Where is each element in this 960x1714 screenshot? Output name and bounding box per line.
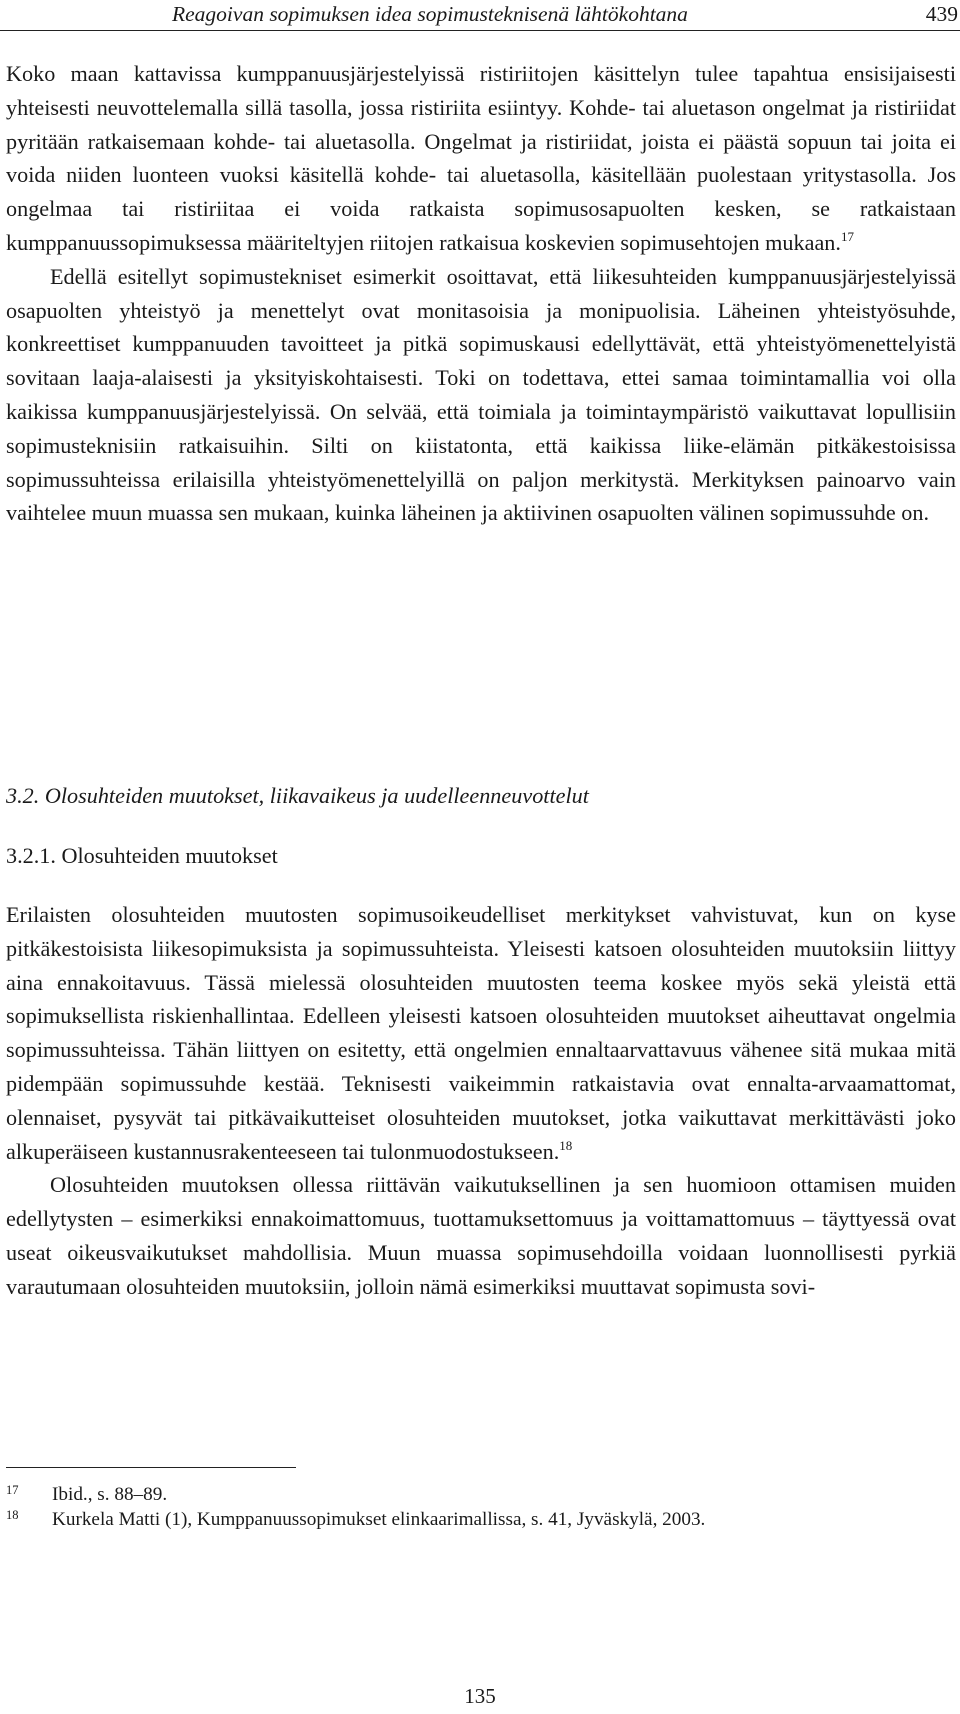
body-text-block-2 [6, 898, 956, 1304]
body-text-block-1 [6, 57, 956, 530]
footnote-text: Ibid., s. 88–89. [52, 1484, 168, 1505]
subsection-heading: 3.2.1. Olosuhteiden muutokset [6, 843, 278, 868]
paragraph [6, 57, 956, 260]
footnote-ref-18: 18 [559, 1137, 573, 1153]
footnotes [6, 1482, 956, 1532]
paragraph [6, 898, 956, 1168]
footnote-number: 18 [6, 1508, 19, 1522]
paragraph: Olosuhteiden muutoksen ollessa riittävän vaikutuksellinen ja sen huomioon ottamisen muiden edellytysten – esimerkiksi ennakoimattomuus, tuottamuksettomuus ja voittamattomuus – täyttyessä ovat useat oikeusvaikutukset mahdollisia. Muun muassa sopimusehdoilla voidaan luonnollisesti pyrkiä varautumaan olosuhteiden muutoksiin, jolloin nämä esimerkiksi muuttavat sopimusta sovi- [6, 1172, 956, 1299]
running-head-title: Reagoivan sopimuksen idea sopimusteknisenä lähtökohtana [172, 2, 688, 26]
footnote [6, 1482, 956, 1507]
paragraph-text: Erilaisten olosuhteiden muutosten sopimusoikeudelliset merkitykset vahvistuvat, kun on kyse pitkäkestoisista liikesopimuksista ja sopimussuhteista. Yleisesti katsoen olosuhteiden muutoksiin liittyy aina ennakoitavuus. Tässä mielessä olosuhteiden muutosten teema koskee myös sekä yleistä että sopimuksellista riskienhallintaa. Edelleen yleisesti katsoen olosuhteiden muutokset aiheuttavat ongelmia sopimussuhteissa. Tähän liittyen on esitetty, että ongelmien ennaltaarvattavuus vähenee sitä mukaa mitä pidempään sopimussuhde kestää. Teknisesti vaikeimmin ratkaistavia ovat ennalta-arvaamattomat, olennaiset, pysyvät tai pitkävaikutteiset olosuhteiden muutokset, jotka vaikuttavat merkittävästi joko alkuperäiseen kustannusrakenteeseen tai tulonmuodostukseen. [6, 902, 956, 1164]
section-heading: 3.2. Olosuhteiden muutokset, liikavaikeus ja uudelleenneuvottelut [6, 783, 589, 808]
running-head-page-number: 439 [925, 2, 958, 26]
running-head [0, 0, 960, 31]
footnote-number: 17 [6, 1483, 19, 1497]
page-number: 135 [464, 1684, 496, 1708]
footnote-ref-17: 17 [840, 228, 854, 244]
footnote [6, 1507, 956, 1532]
paragraph-text: Koko maan kattavissa kumppanuusjärjestelyissä ristiriitojen käsittelyn tulee tapahtua ensisijaisesti yhteisesti neuvottelemalla sillä tasolla, jossa ristiriita esiintyy. Kohde- tai aluetason ongelmat ja ristiriidat pyritään ratkaisemaan kohde- tai aluetasolla. Ongelmat ja ristiriidat, joista ei päästä sopuun tai joita ei voida niiden luonteen vuoksi käsitellä kohde- tai aluetasolla, käsitellään puolestaan yritystasolla. Jos ongelmaa tai ristiriitaa ei voida ratkaista sopimusosapuolten kesken, se ratkaistaan kumppanuussopimuksessa määriteltyjen riitojen ratkaisua koskevien sopimusehtojen mukaan. [6, 61, 956, 255]
footnote-text: Kurkela Matti (1), Kumppanuussopimukset elinkaarimallissa, s. 41, Jyväskylä, 2003. [52, 1509, 706, 1530]
paragraph: Edellä esitellyt sopimustekniset esimerkit osoittavat, että liikesuhteiden kumppanuusjärjestelyissä osapuolten yhteistyö ja menettelyt ovat monitasoisia ja monipuolisia. Läheinen yhteistyösuhde, konkreettiset kumppanuuden tavoitteet ja pitkä sopimuskausi edellyttävät, että yhteistyömenettelyistä sovitaan laaja-alaisesti ja yksityiskohtaisesti. Toki on todettava, ettei samaa toimintamallia voi olla kaikissa kumppanuusjärjestelyissä. On selvää, että toimiala ja toimintaympäristö vaikuttavat lopullisiin sopimusteknisiin ratkaisuihin. Silti on kiistatonta, että kaikissa liike-elämän pitkäkestoisissa sopimussuhteissa erilaisilla yhteistyömenettelyillä on paljon merkitystä. Merkityksen painoarvo vain vaihtelee muun muassa sen mukaan, kuinka läheinen ja aktiivinen osapuolten välinen sopimussuhde on. [6, 263, 956, 526]
footnote-separator [6, 1467, 296, 1468]
